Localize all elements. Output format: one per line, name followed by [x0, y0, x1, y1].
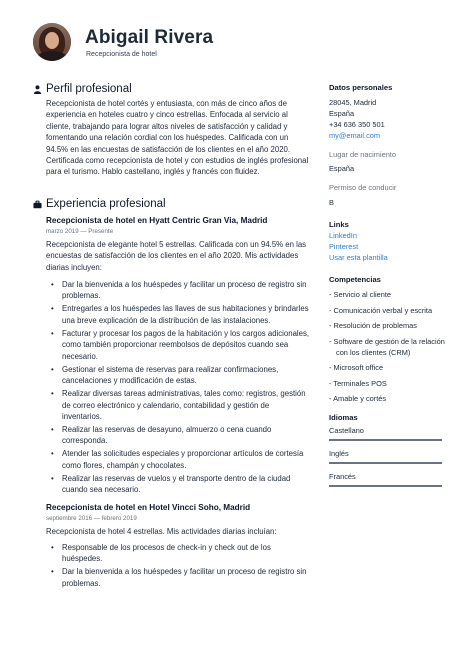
phone-number: +34 636 350 501 [329, 120, 385, 129]
license-value: B [329, 198, 334, 207]
list-item: • Dar la bienvenida a los huéspedes y facilitar un proceso de registro sin problemas. [46, 566, 310, 589]
profile-photo [33, 23, 71, 61]
language-item: Inglés [329, 448, 442, 464]
address-country: España [329, 109, 355, 118]
job-intro: Recepcionista de elegante hotel 5 estrellas. Calificada con un 94.5% en las encuestas de satisfacción de los clientes en el año 2020. Mis actividades diarias incluyen: [46, 239, 307, 272]
use-template-link[interactable]: Usar esta plantilla [329, 253, 388, 262]
list-item: • Responsable de los procesos de check-in y check out de los huéspedes. [46, 542, 310, 565]
address-line: 28045, Madrid [329, 98, 377, 107]
person-icon [33, 85, 42, 94]
license-label: Permiso de conducir [329, 183, 397, 192]
list-item: - Servicio al cliente [329, 290, 392, 299]
candidate-role: Recepcionista de hotel [86, 51, 157, 58]
skills-list [329, 289, 447, 404]
language-item: Francés [329, 471, 442, 487]
list-item: • Realizar diversas tareas administrativas, tales como: registros, gestión de correo electrónico y calendario, contabilidad y gestión de inventarios. [46, 388, 310, 422]
personal-data-title: Datos personales [329, 83, 393, 92]
list-item: • Dar la bienvenida a los huéspedes y facilitar un proceso de registro sin problemas. [46, 279, 310, 302]
list-item: • Realizar las reservas de desayuno, almuerzo o cena cuando corresponda. [46, 424, 310, 447]
briefcase-icon [33, 200, 42, 209]
job-duties-list [33, 542, 310, 589]
main-column [33, 82, 310, 591]
job-date: marzo 2019 — Presente [46, 227, 114, 235]
list-item: • Atender las solicitudes especiales y proporcionar artículos de cortesía como flores, champán y chocolates. [46, 448, 310, 471]
list-item: - Software de gestión de la relación con los clientes (CRM) [329, 336, 445, 357]
job-duties-list [33, 279, 310, 495]
email-link[interactable]: my@email.com [329, 131, 381, 140]
list-item: - Resolución de problemas [329, 321, 417, 330]
experience-section-title: Experiencia profesional [33, 197, 310, 212]
birthplace-label: Lugar de nacimiento [329, 150, 396, 159]
profile-section-title: Perfil profesional [33, 82, 310, 97]
job-intro: Recepcionista de hotel 4 estrellas. Mis actividades diarias incluían: [46, 526, 277, 536]
job-title: Recepcionista de hotel en Hotel Vincci Soho, Madrid [46, 502, 251, 512]
list-item: - Amable y cortés [329, 394, 387, 403]
pinterest-link[interactable]: Pinterest [329, 242, 359, 251]
languages-title: Idiomas [329, 413, 358, 422]
job-title: Recepcionista de hotel en Hyatt Centric Gran Via, Madrid [46, 215, 268, 225]
resume-header [0, 0, 474, 78]
skills-title: Competencias [329, 275, 381, 284]
list-item: - Microsoft office [329, 363, 384, 372]
job-date: septiembre 2016 — febrero 2019 [46, 514, 137, 522]
candidate-name: Abigail Rivera [85, 27, 214, 48]
list-item: • Gestionar el sistema de reservas para realizar confirmaciones, cancelaciones y modificación de estas. [46, 364, 310, 387]
sidebar [329, 82, 447, 494]
list-item: • Entregarles a los huéspedes las llaves de sus habitaciones y brindarles una breve explicación de la distribución de las instalaciones. [46, 303, 310, 326]
profile-summary: Recepcionista de hotel cortés y entusiasta, con más de cinco años de experiencia en hoteles cuatro y cinco estrellas. Enfocada al servicio al cliente, trabajando para lograr altos niveles de satisfacción y calidad y fomentando una relación cordial con los huéspedes. Calificada con un 94.5% en las encuestas de satisfacción de los clientes en el año 2020. Certificada como recepcionista de hotel y con estudios de inglés profesional para el turismo. Hablo castellano, inglés y francés con fluidez. [46, 99, 309, 177]
list-item: - Comunicación verbal y escrita [329, 305, 433, 315]
links-title: Links [329, 220, 349, 229]
list-item: • Realizar las reservas de vuelos y el transporte dentro de la ciudad cuando sea necesario. [46, 473, 310, 496]
list-item: • Facturar y procesar los pagos de la habitación y los cargos adicionales, como también proporcionar reembolsos de depósitos cuando sea necesario. [46, 328, 310, 362]
linkedin-link[interactable]: LinkedIn [329, 231, 357, 240]
birthplace-value: España [329, 164, 355, 173]
list-item: - Terminales POS [329, 378, 387, 388]
language-item: Castellano [329, 425, 442, 441]
